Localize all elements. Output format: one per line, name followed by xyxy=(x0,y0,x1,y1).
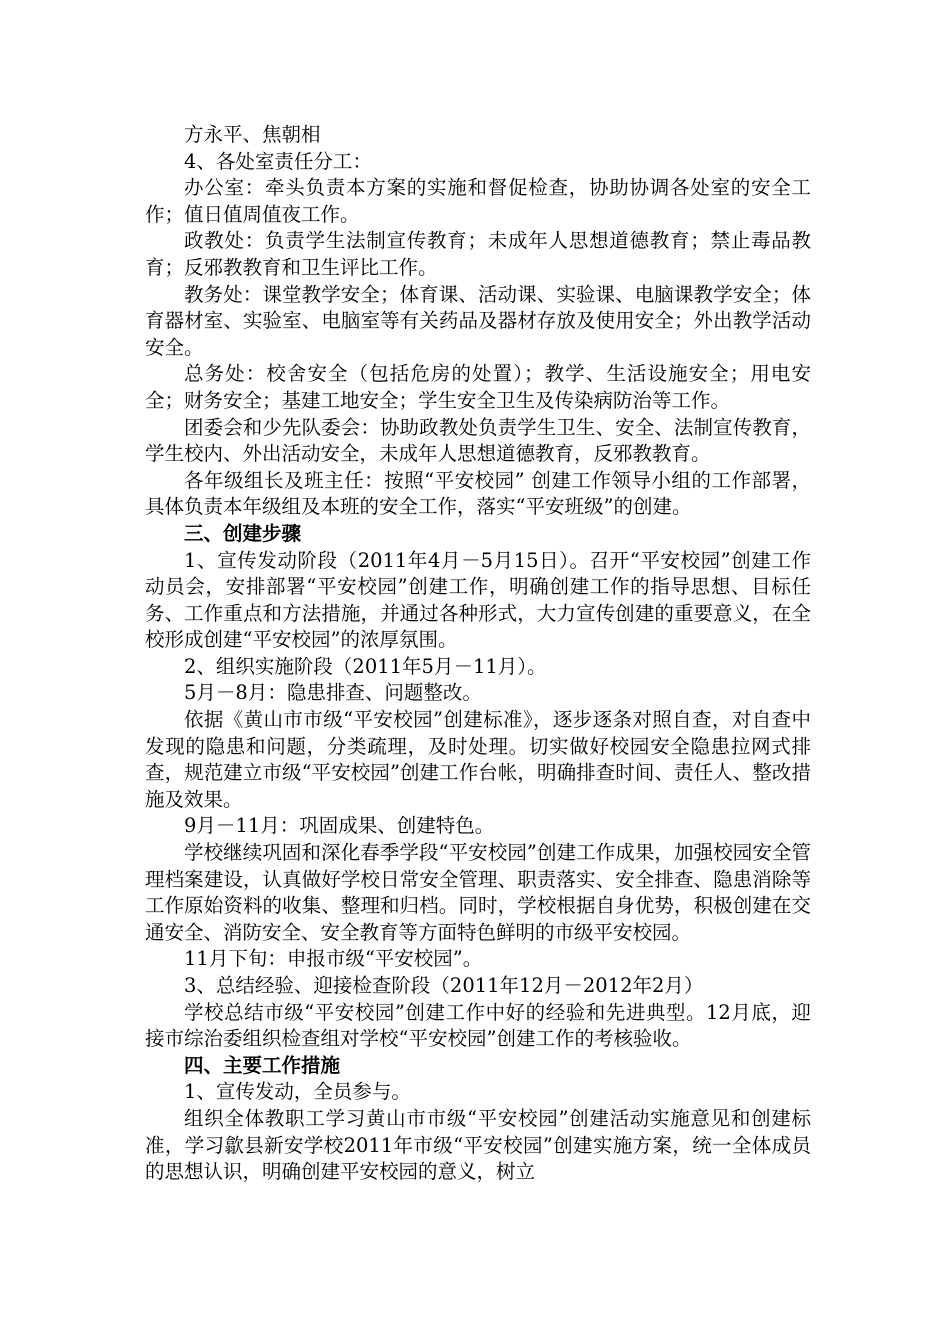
section-heading-steps: 三、创建步骤 xyxy=(184,521,302,545)
paragraph-general-affairs: 总务处：校舍安全（包括危房的处置）；教学、生活设施安全；用电安全；财务安全；基建工地安全；学生安全卫生及传染病防治等工作。 xyxy=(145,362,811,412)
document-body xyxy=(145,122,811,1186)
paragraph-attendees: 方永平、焦朝相 xyxy=(184,123,321,146)
paragraph-late-nov: 11月下旬：申报市级“平安校园”。 xyxy=(184,947,483,971)
paragraph-youth-league: 团委会和少先队委会：协助政教处负责学生卫生、安全、法制宣传教育，学生校内、外出活动安全，未成年人思想道德教育，反邪教教育。 xyxy=(145,415,811,466)
paragraph-consolidate: 学校继续巩固和深化春季学段“平安校园”创建工作成果，加强校园安全管理档案建设，认真做好学校日常安全管理、职责落实、安全排查、隐患消除等工作原始资料的收集、整理和归档。同时，学校根据自身优势，积极创建在交通安全、消防安全、安全教育等方面特色鲜明的市级平安校园。 xyxy=(145,841,811,944)
paragraph-inspection: 依据《黄山市市级“平安校园”创建标准》，逐步逐条对照自查，对自查中发现的隐患和问题，分类疏理，及时处理。切实做好校园安全隐患拉网式排查，规范建立市级“平安校园”创建工作台帐，明确排查时间、责任人、整改措施及效果。 xyxy=(145,708,811,811)
paragraph-step-3: 3、总结经验、迎接检查阶段（2011年12月－2012年2月） xyxy=(184,974,704,997)
paragraph-grade-leaders: 各年级组长及班主任：按照“平安校园” 创建工作领导小组的工作部署，具体负责本年级组及本班的安全工作，落实“平安班级”的创建。 xyxy=(145,468,811,519)
paragraph-duty-division-title: 4、各处室责任分工： xyxy=(184,149,372,173)
paragraph-office: 办公室：牵头负责本方案的实施和督促检查，协助协调各处室的安全工作；值日值周值夜工作。 xyxy=(145,176,811,226)
paragraph-academic-affairs: 教务处：课堂教学安全；体育课、活动课、实验课、电脑课教学安全；体育器材室、实验室、电脑室等有关药品及器材存放及使用安全；外出教学活动安全。 xyxy=(145,282,811,359)
paragraph-measure-1: 1、宣传发动，全员参与。 xyxy=(184,1080,411,1104)
paragraph-step-2: 2、组织实施阶段（2011年5月－11月）。 xyxy=(184,654,547,678)
paragraph-sep-nov: 9月－11月：巩固成果、创建特色。 xyxy=(184,814,495,838)
paragraph-political-education: 政教处：负责学生法制宣传教育；未成年人思想道德教育；禁止毒品教育；反邪教教育和卫生评比工作。 xyxy=(145,229,811,279)
paragraph-may-august: 5月－8月：隐患排查、问题整改。 xyxy=(184,681,482,705)
section-heading-measures: 四、主要工作措施 xyxy=(184,1053,341,1077)
paragraph-step-1: 1、宣传发动阶段（2011年4月－5月15日）。召开“平安校园”创建工作动员会，安排部署“平安校园”创建工作，明确创建工作的指导思想、目标任务、工作重点和方法措施，并通过各种形式，大力宣传创建的重要意义，在全校形成创建“平安校园”的浓厚氛围。 xyxy=(145,548,811,652)
paragraph-summary: 学校总结市级“平安校园”创建工作中好的经验和先进典型。12月底，迎接市综治委组织检查组对学校“平安校园”创建工作的考核验收。 xyxy=(145,1000,811,1051)
paragraph-study: 组织全体教职工学习黄山市市级“平安校园”创建活动实施意见和创建标准，学习歙县新安学校2011年市级“平安校园”创建实施方案，统一全体成员的思想认识，明确创建平安校园的意义，树立 xyxy=(145,1106,811,1184)
